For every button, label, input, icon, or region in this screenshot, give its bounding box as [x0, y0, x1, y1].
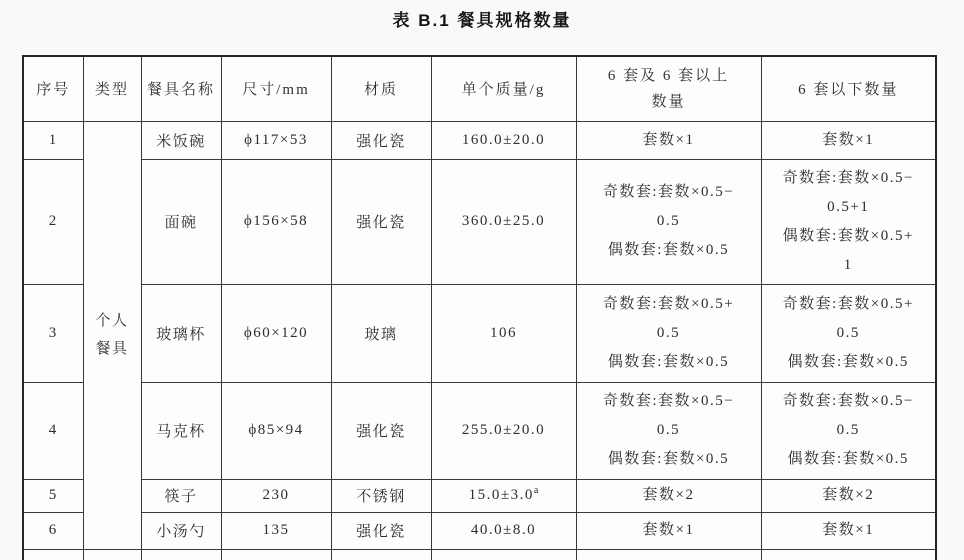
item-name: 米饭碗: [141, 121, 221, 159]
row-index: 5: [23, 479, 83, 512]
qty-below6-cell: 奇数套:套数×0.5− 0.5+1 偶数套:套数×0.5+ 1: [761, 159, 936, 284]
empty-cell: [23, 549, 83, 560]
row-index: 1: [23, 121, 83, 159]
qty-6plus-cell: 奇数套:套数×0.5− 0.5 偶数套:套数×0.5: [576, 159, 761, 284]
item-mass: 106: [431, 284, 576, 382]
col-header-mass: 单个质量/g: [431, 56, 576, 121]
table-row-partial: [23, 549, 936, 560]
item-size: ϕ85×94: [221, 382, 331, 479]
col-header-type: 类型: [83, 56, 141, 121]
item-material: 强化瓷: [331, 382, 431, 479]
empty-cell: [141, 549, 221, 560]
row-index: 2: [23, 159, 83, 284]
item-mass: 160.0±20.0: [431, 121, 576, 159]
header-row: [23, 56, 936, 121]
qty-6plus-cell: 套数×1: [576, 512, 761, 549]
empty-cell: [761, 549, 936, 560]
qty-6plus-cell: 套数×1: [576, 121, 761, 159]
item-name: 筷子: [141, 479, 221, 512]
col-header-qty-6plus-line2: 数量: [651, 93, 686, 110]
table-title: 表 B.1 餐具规格数量: [392, 11, 572, 30]
item-mass: 360.0±25.0: [431, 159, 576, 284]
footnote-marker: a: [533, 485, 539, 496]
qty-6plus-cell: 奇数套:套数×0.5− 0.5 偶数套:套数×0.5: [576, 382, 761, 479]
table-row: [23, 159, 936, 284]
col-header-index: 序号: [23, 56, 83, 121]
row-index: 6: [23, 512, 83, 549]
col-header-name: 餐具名称: [141, 56, 221, 121]
col-header-qty-below6: 6 套以下数量: [761, 56, 936, 121]
qty-below6-cell: 套数×1: [761, 121, 936, 159]
item-size: 230: [221, 479, 331, 512]
item-material: 不锈钢: [331, 479, 431, 512]
empty-cell: [221, 549, 331, 560]
item-name: 面碗: [141, 159, 221, 284]
item-name: 小汤勺: [141, 512, 221, 549]
qty-below6-cell: 奇数套:套数×0.5+ 0.5 偶数套:套数×0.5: [761, 284, 936, 382]
item-material: 强化瓷: [331, 512, 431, 549]
col-header-material: 材质: [331, 56, 431, 121]
item-material: 强化瓷: [331, 121, 431, 159]
type-group-line1: 个人: [95, 313, 129, 329]
empty-cell: [83, 549, 141, 560]
item-material: 玻璃: [331, 284, 431, 382]
col-header-size: 尺寸/mm: [221, 56, 331, 121]
item-mass: 40.0±8.0: [431, 512, 576, 549]
table-row: [23, 382, 936, 479]
item-mass: 255.0±20.0: [431, 382, 576, 479]
item-size: ϕ60×120: [221, 284, 331, 382]
qty-6plus-cell: 套数×2: [576, 479, 761, 512]
qty-below6-cell: 套数×1: [761, 512, 936, 549]
qty-below6-cell: 奇数套:套数×0.5− 0.5 偶数套:套数×0.5: [761, 382, 936, 479]
qty-below6-cell: 套数×2: [761, 479, 936, 512]
row-index: 3: [23, 284, 83, 382]
empty-cell: [576, 549, 761, 560]
table-row: [23, 121, 936, 159]
item-mass: 15.0±3.0$^a$: [431, 479, 576, 512]
tableware-spec-table: [22, 55, 937, 560]
type-group-cell: [83, 121, 141, 549]
type-group-line2: 餐具: [95, 341, 129, 357]
item-size: ϕ117×53: [221, 121, 331, 159]
item-size: 135: [221, 512, 331, 549]
item-name: 玻璃杯: [141, 284, 221, 382]
item-material: 强化瓷: [331, 159, 431, 284]
col-header-qty-6plus: [576, 56, 761, 121]
empty-cell: [331, 549, 431, 560]
table-row: [23, 479, 936, 512]
empty-cell: [431, 549, 576, 560]
item-size: ϕ156×58: [221, 159, 331, 284]
item-name: 马克杯: [141, 382, 221, 479]
table-row: [23, 284, 936, 382]
col-header-qty-6plus-line1: 6 套及 6 套以上: [607, 67, 730, 84]
table-row: [23, 512, 936, 549]
row-index: 4: [23, 382, 83, 479]
qty-6plus-cell: 奇数套:套数×0.5+ 0.5 偶数套:套数×0.5: [576, 284, 761, 382]
